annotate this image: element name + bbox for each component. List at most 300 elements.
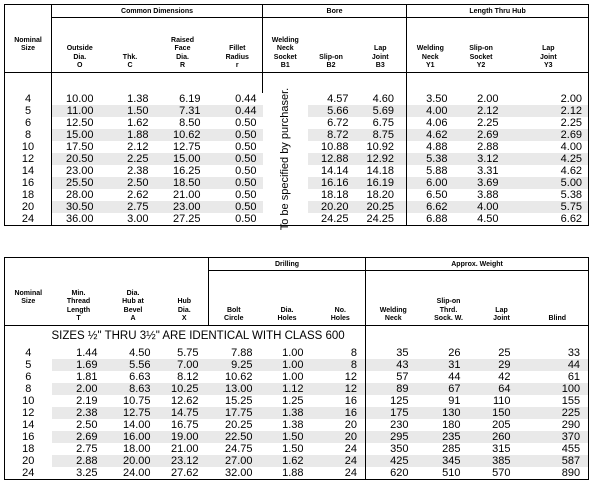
value-cell: 1.50 bbox=[259, 431, 316, 443]
nominal-size-cell: 10 bbox=[5, 395, 52, 407]
value-cell: 5.38 bbox=[407, 153, 454, 165]
header-line: Hub at bbox=[122, 298, 144, 306]
value-cell: 12.50 bbox=[52, 117, 108, 129]
value-cell: 10.75 bbox=[122, 395, 151, 407]
value-cell: 5.00 bbox=[509, 177, 589, 189]
value-cell: 5.56 bbox=[106, 359, 161, 371]
value-cell: 2.19 bbox=[76, 395, 98, 407]
value-cell: 2.50 bbox=[108, 177, 153, 189]
value-cell: 150 bbox=[477, 407, 527, 419]
value-cell: 8.50 bbox=[179, 117, 201, 129]
column-header bbox=[259, 271, 316, 326]
value-cell: 6.00 bbox=[407, 177, 454, 189]
nominal-size-cell: 5 bbox=[5, 105, 52, 117]
header-line: Bolt bbox=[226, 306, 241, 314]
value-cell: 2.62 bbox=[127, 189, 149, 201]
header-line: Dia. bbox=[177, 306, 191, 314]
value-cell: 20 bbox=[344, 419, 358, 431]
value-cell: 1.81 bbox=[76, 371, 98, 383]
value-cell: 2.88 bbox=[52, 455, 106, 467]
value-cell: 4.00 bbox=[454, 201, 509, 213]
header-line: Thread bbox=[66, 298, 91, 306]
table-row bbox=[5, 443, 589, 455]
value-cell: 3.12 bbox=[454, 153, 509, 165]
nominal-size-cell: 24 bbox=[5, 467, 52, 480]
value-cell: 1.50 bbox=[108, 105, 153, 117]
column-header bbox=[5, 271, 52, 326]
value-cell: 6.62 bbox=[509, 213, 589, 226]
column-header bbox=[355, 18, 407, 73]
header-line: Y1 bbox=[426, 61, 435, 69]
value-cell: 3.00 bbox=[108, 213, 153, 226]
value-cell: 24 bbox=[344, 443, 358, 455]
header-line: Holes bbox=[277, 314, 297, 322]
nominal-size-cell: 20 bbox=[5, 455, 52, 467]
header-line: B2 bbox=[326, 61, 336, 69]
value-cell: 2.25 bbox=[108, 153, 153, 165]
header-line: Slip-on bbox=[319, 53, 343, 61]
column-header bbox=[52, 271, 106, 326]
table-row bbox=[5, 347, 589, 359]
header-line: Welding bbox=[416, 45, 444, 53]
value-cell: 4.00 bbox=[509, 141, 589, 153]
value-cell: 14.75 bbox=[161, 407, 209, 419]
value-cell: 12.88 bbox=[308, 153, 355, 165]
value-cell: 21.00 bbox=[171, 443, 199, 455]
value-cell: 125 bbox=[366, 395, 421, 407]
value-cell: 8.63 bbox=[106, 383, 161, 395]
value-cell: 4.25 bbox=[509, 153, 589, 165]
value-cell: 12 bbox=[344, 371, 358, 383]
value-cell: 2.75 bbox=[108, 201, 153, 213]
value-cell: 10.92 bbox=[366, 141, 395, 153]
value-cell: 7.31 bbox=[153, 105, 213, 117]
value-cell: 16.00 bbox=[106, 431, 161, 443]
value-cell: 1.00 bbox=[282, 347, 304, 359]
value-cell: 23.00 bbox=[52, 165, 108, 177]
value-cell: 32.00 bbox=[209, 467, 259, 480]
value-cell: 1.88 bbox=[259, 467, 316, 480]
value-cell: 42 bbox=[498, 371, 511, 383]
value-cell: 4.88 bbox=[407, 141, 454, 153]
value-cell: 4.60 bbox=[372, 93, 395, 105]
value-cell: 1.62 bbox=[259, 455, 316, 467]
column-header bbox=[407, 18, 454, 73]
value-cell: 1.00 bbox=[259, 359, 316, 371]
header-line: Slip-on bbox=[469, 45, 493, 53]
header-line: A bbox=[130, 314, 136, 322]
value-cell: 4.62 bbox=[509, 165, 589, 177]
value-cell: 27.62 bbox=[161, 467, 209, 480]
value-cell: 8.75 bbox=[355, 129, 407, 141]
header-line: Raised bbox=[171, 37, 194, 45]
column-header bbox=[527, 271, 589, 326]
value-cell: 345 bbox=[421, 455, 477, 467]
value-cell: 20.25 bbox=[355, 201, 407, 213]
value-cell: 0.50 bbox=[213, 177, 263, 189]
value-cell: 4.50 bbox=[454, 213, 509, 226]
value-cell: 26 bbox=[448, 347, 461, 359]
value-cell: 2.69 bbox=[509, 129, 589, 141]
value-cell: 3.25 bbox=[52, 467, 106, 480]
value-cell: 890 bbox=[527, 467, 589, 480]
value-cell: 3.69 bbox=[454, 177, 509, 189]
nominal-size-cell: 12 bbox=[5, 407, 52, 419]
header-line: Joint bbox=[493, 314, 510, 322]
value-cell: 15.00 bbox=[153, 153, 213, 165]
header-line: Thrd. bbox=[439, 306, 458, 314]
nominal-size-cell: 8 bbox=[5, 129, 52, 141]
value-cell: 5.88 bbox=[407, 165, 454, 177]
value-cell: 20.25 bbox=[225, 419, 253, 431]
value-cell: 0.50 bbox=[213, 213, 263, 226]
value-cell: 25.50 bbox=[52, 177, 108, 189]
value-cell: 16.16 bbox=[308, 177, 355, 189]
value-cell: 2.12 bbox=[454, 105, 509, 117]
header-line: Bevel bbox=[123, 306, 143, 314]
column-header bbox=[161, 271, 209, 326]
value-cell: 14.18 bbox=[366, 165, 395, 177]
header-line: Sock. W. bbox=[434, 314, 463, 322]
value-cell: 18.00 bbox=[122, 443, 151, 455]
value-cell: 12.75 bbox=[106, 407, 161, 419]
value-cell: 2.69 bbox=[454, 129, 509, 141]
flange-dimensions-table bbox=[4, 4, 589, 231]
value-cell: 12.92 bbox=[355, 153, 407, 165]
value-cell: 235 bbox=[421, 431, 477, 443]
value-cell: 16.25 bbox=[172, 165, 201, 177]
value-cell: 1.69 bbox=[52, 359, 106, 371]
value-cell: 4.57 bbox=[327, 93, 349, 105]
table-row bbox=[5, 383, 589, 395]
value-cell: 67 bbox=[421, 383, 477, 395]
value-cell: 30.50 bbox=[52, 201, 108, 213]
header-line: R bbox=[179, 61, 186, 69]
value-cell: 0.50 bbox=[235, 189, 257, 201]
header-line: Y2 bbox=[476, 61, 486, 69]
value-cell: 6.62 bbox=[407, 201, 454, 213]
value-cell: 24 bbox=[316, 467, 366, 480]
table-row bbox=[5, 467, 589, 480]
value-cell: 20 bbox=[316, 431, 366, 443]
header-line: Hub bbox=[177, 298, 192, 306]
value-cell: 155 bbox=[527, 395, 589, 407]
value-cell: 35 bbox=[366, 347, 421, 359]
group-bore: Bore bbox=[263, 5, 407, 18]
nominal-size-cell: 24 bbox=[5, 213, 52, 226]
header-line: Welding bbox=[379, 306, 407, 314]
value-cell: 425 bbox=[366, 455, 421, 467]
nominal-size-cell: 4 bbox=[5, 347, 52, 359]
header-line: Neck bbox=[276, 45, 294, 53]
value-cell: 7.00 bbox=[161, 359, 209, 371]
table-row bbox=[5, 359, 589, 371]
value-cell: 6.50 bbox=[407, 189, 454, 201]
value-cell: 29 bbox=[477, 359, 527, 371]
nominal-size-cell: 6 bbox=[5, 117, 52, 129]
value-cell: 315 bbox=[492, 443, 511, 455]
value-cell: 14.00 bbox=[122, 419, 151, 431]
value-cell: 6.63 bbox=[129, 371, 151, 383]
value-cell: 2.50 bbox=[76, 419, 98, 431]
value-cell: 10.88 bbox=[320, 141, 349, 153]
value-cell: 4.06 bbox=[407, 117, 454, 129]
header-line: Neck bbox=[384, 314, 402, 322]
value-cell: 6.88 bbox=[407, 213, 454, 226]
value-cell: 24.25 bbox=[308, 213, 355, 226]
header-line: Size bbox=[21, 297, 36, 305]
class-600-note: SIZES ½" THRU 3½" ARE IDENTICAL WITH CLASS 600 bbox=[51, 330, 345, 342]
header-line: C bbox=[127, 61, 133, 69]
value-cell: 2.25 bbox=[477, 117, 499, 129]
value-cell: 5.75 bbox=[509, 201, 589, 213]
value-cell: 64 bbox=[477, 383, 527, 395]
value-cell: 44 bbox=[527, 359, 589, 371]
value-cell: 91 bbox=[448, 395, 461, 407]
header-line: Circle bbox=[224, 314, 244, 322]
value-cell: 1.25 bbox=[282, 395, 304, 407]
value-cell: 16.19 bbox=[355, 177, 407, 189]
header-line: Fillet bbox=[229, 45, 246, 53]
header-line: Holes bbox=[330, 314, 350, 322]
header-line: Slip-on bbox=[436, 298, 461, 306]
value-cell: 370 bbox=[527, 431, 589, 443]
value-cell: 14.14 bbox=[320, 165, 349, 177]
value-cell: 17.75 bbox=[209, 407, 259, 419]
nominal-size-cell: 16 bbox=[5, 177, 52, 189]
column-header bbox=[263, 18, 308, 73]
value-cell: 0.44 bbox=[235, 93, 257, 105]
header-line: Joint bbox=[539, 53, 557, 61]
value-cell: 2.75 bbox=[76, 443, 98, 455]
header-line: Radius bbox=[225, 53, 249, 61]
value-cell: 110 bbox=[492, 395, 511, 407]
value-cell: 8 bbox=[316, 359, 366, 371]
column-header bbox=[421, 271, 477, 326]
value-cell: 1.00 bbox=[282, 371, 304, 383]
value-cell: 8 bbox=[350, 347, 358, 359]
value-cell: 4.50 bbox=[129, 347, 151, 359]
value-cell: 3.50 bbox=[407, 93, 454, 105]
value-cell: 587 bbox=[527, 455, 589, 467]
value-cell: 21.00 bbox=[172, 189, 201, 201]
value-cell: 23.00 bbox=[153, 201, 213, 213]
value-cell: 1.12 bbox=[259, 383, 316, 395]
value-cell: 57 bbox=[366, 371, 421, 383]
header-line: Dia. bbox=[176, 53, 189, 61]
value-cell: 205 bbox=[492, 419, 511, 431]
nominal-size-cell: 14 bbox=[5, 419, 52, 431]
value-cell: 0.50 bbox=[213, 129, 263, 141]
value-cell: 10.00 bbox=[52, 93, 108, 105]
value-cell: 44 bbox=[448, 371, 461, 383]
column-header bbox=[308, 18, 355, 73]
value-cell: 2.88 bbox=[477, 141, 499, 153]
nominal-size-cell: 14 bbox=[5, 165, 52, 177]
value-cell: 20.20 bbox=[308, 201, 355, 213]
header-line: Dia. bbox=[73, 53, 87, 61]
column-header bbox=[509, 18, 589, 73]
column-header bbox=[209, 271, 259, 326]
value-cell: 1.38 bbox=[127, 93, 149, 105]
value-cell: 15.00 bbox=[52, 129, 108, 141]
value-cell: 455 bbox=[527, 443, 589, 455]
value-cell: 1.88 bbox=[108, 129, 153, 141]
value-cell: 24.00 bbox=[106, 467, 161, 480]
value-cell: 10.25 bbox=[161, 383, 209, 395]
header-line: Neck bbox=[421, 53, 439, 61]
header-line: T bbox=[76, 314, 81, 322]
header-line: B3 bbox=[375, 61, 385, 69]
value-cell: 100 bbox=[527, 383, 589, 395]
header-line: Dia. bbox=[280, 306, 294, 314]
column-header bbox=[106, 271, 161, 326]
value-cell: 1.50 bbox=[282, 443, 304, 455]
nominal-size-cell: 12 bbox=[5, 153, 52, 165]
value-cell: 5.66 bbox=[308, 105, 355, 117]
value-cell: 24.75 bbox=[225, 443, 253, 455]
value-cell: 230 bbox=[366, 419, 421, 431]
value-cell: 7.88 bbox=[231, 347, 253, 359]
header-line: No. bbox=[334, 306, 346, 314]
value-cell: 22.50 bbox=[209, 431, 259, 443]
header-line: Face bbox=[174, 45, 191, 53]
table-row bbox=[5, 407, 589, 419]
header-line: Nominal bbox=[14, 36, 42, 44]
header-line: Thk. bbox=[122, 53, 138, 61]
column-header bbox=[52, 18, 108, 73]
group-common-dimensions: Common Dimensions bbox=[52, 5, 263, 18]
welding-neck-socket-note bbox=[263, 87, 308, 231]
header-line: Socket bbox=[469, 53, 493, 61]
value-cell: 23.12 bbox=[161, 455, 209, 467]
nominal-size-cell: 20 bbox=[5, 201, 52, 213]
flange-drilling-weight-table bbox=[4, 257, 589, 480]
value-cell: 285 bbox=[442, 443, 461, 455]
value-cell: 31 bbox=[421, 359, 477, 371]
value-cell: 27.00 bbox=[209, 455, 259, 467]
header-line: O bbox=[77, 61, 83, 69]
value-cell: 510 bbox=[421, 467, 477, 480]
value-cell: 2.12 bbox=[509, 105, 589, 117]
header-line: Welding bbox=[271, 37, 299, 45]
value-cell: 6.72 bbox=[327, 117, 349, 129]
value-cell: 0.44 bbox=[213, 105, 263, 117]
header-line: Length bbox=[66, 306, 91, 314]
value-cell: 27.25 bbox=[153, 213, 213, 226]
value-cell: 13.00 bbox=[209, 383, 259, 395]
value-cell: 24.25 bbox=[355, 213, 407, 226]
value-cell: 12.62 bbox=[171, 395, 199, 407]
value-cell: 20.50 bbox=[52, 153, 108, 165]
table-row bbox=[5, 431, 589, 443]
value-cell: 18.18 bbox=[320, 189, 349, 201]
value-cell: 295 bbox=[366, 431, 421, 443]
table-row bbox=[5, 371, 589, 383]
column-header bbox=[477, 271, 527, 326]
column-header bbox=[366, 271, 421, 326]
value-cell: 2.00 bbox=[509, 93, 589, 105]
value-cell: 10.62 bbox=[225, 371, 253, 383]
column-header bbox=[454, 18, 509, 73]
value-cell: 12.75 bbox=[172, 141, 201, 153]
value-cell: 8.72 bbox=[308, 129, 355, 141]
value-cell: 8.12 bbox=[177, 371, 199, 383]
value-cell: 0.50 bbox=[213, 201, 263, 213]
header-line: Dia. bbox=[126, 290, 140, 298]
column-header bbox=[108, 18, 153, 73]
value-cell: 1.38 bbox=[259, 407, 316, 419]
header-line: Min. bbox=[71, 290, 86, 298]
value-cell: 0.50 bbox=[213, 153, 263, 165]
value-cell: 19.00 bbox=[161, 431, 209, 443]
value-cell: 4.62 bbox=[407, 129, 454, 141]
value-cell: 2.00 bbox=[477, 93, 499, 105]
value-cell: 43 bbox=[366, 359, 421, 371]
value-cell: 17.50 bbox=[52, 141, 108, 153]
value-cell: 225 bbox=[527, 407, 589, 419]
header-line: Y3 bbox=[544, 61, 553, 69]
value-cell: 260 bbox=[477, 431, 527, 443]
header-line: Size bbox=[20, 44, 35, 52]
group-length-thru-hub: Length Thru Hub bbox=[407, 5, 589, 18]
value-cell: 130 bbox=[421, 407, 477, 419]
value-cell: 2.69 bbox=[52, 431, 106, 443]
nominal-size-cell: 18 bbox=[5, 443, 52, 455]
header-line: Outside bbox=[66, 45, 93, 53]
column-header bbox=[5, 18, 52, 73]
value-cell: 61 bbox=[527, 371, 589, 383]
value-cell: 350 bbox=[366, 443, 421, 455]
value-cell: 2.38 bbox=[127, 165, 149, 177]
value-cell: 5.69 bbox=[355, 105, 407, 117]
value-cell: 4.00 bbox=[407, 105, 454, 117]
nominal-size-cell: 10 bbox=[5, 141, 52, 153]
value-cell: 2.25 bbox=[509, 117, 589, 129]
header-line: r bbox=[235, 61, 239, 69]
header-line: Lap bbox=[542, 45, 555, 53]
value-cell: 0.50 bbox=[235, 117, 257, 129]
value-cell: 20.00 bbox=[106, 455, 161, 467]
header-line: Joint bbox=[371, 53, 389, 61]
value-cell: 15.25 bbox=[225, 395, 253, 407]
column-header bbox=[213, 18, 263, 73]
value-cell: 3.31 bbox=[477, 165, 499, 177]
value-cell: 6.75 bbox=[372, 117, 395, 129]
value-cell: 9.25 bbox=[209, 359, 259, 371]
rotated-note: To be specified by purchaser. bbox=[279, 87, 292, 231]
nominal-size-cell: 8 bbox=[5, 383, 52, 395]
value-cell: 12 bbox=[316, 383, 366, 395]
value-cell: 25 bbox=[498, 347, 511, 359]
value-cell: 18.50 bbox=[153, 177, 213, 189]
column-header bbox=[153, 18, 213, 73]
header-line: Lap bbox=[374, 45, 387, 53]
value-cell: 5.38 bbox=[509, 189, 589, 201]
value-cell: 28.00 bbox=[52, 189, 108, 201]
table-row bbox=[5, 93, 589, 105]
value-cell: 3.88 bbox=[477, 189, 499, 201]
value-cell: 33 bbox=[527, 347, 589, 359]
nominal-size-cell: 4 bbox=[5, 93, 52, 105]
nominal-size-cell: 16 bbox=[5, 431, 52, 443]
nominal-size-cell: 6 bbox=[5, 371, 52, 383]
value-cell: 0.50 bbox=[235, 141, 257, 153]
value-cell: 290 bbox=[527, 419, 589, 431]
value-cell: 10.62 bbox=[153, 129, 213, 141]
value-cell: 18.20 bbox=[366, 189, 395, 201]
header-line: Lap bbox=[495, 306, 508, 314]
